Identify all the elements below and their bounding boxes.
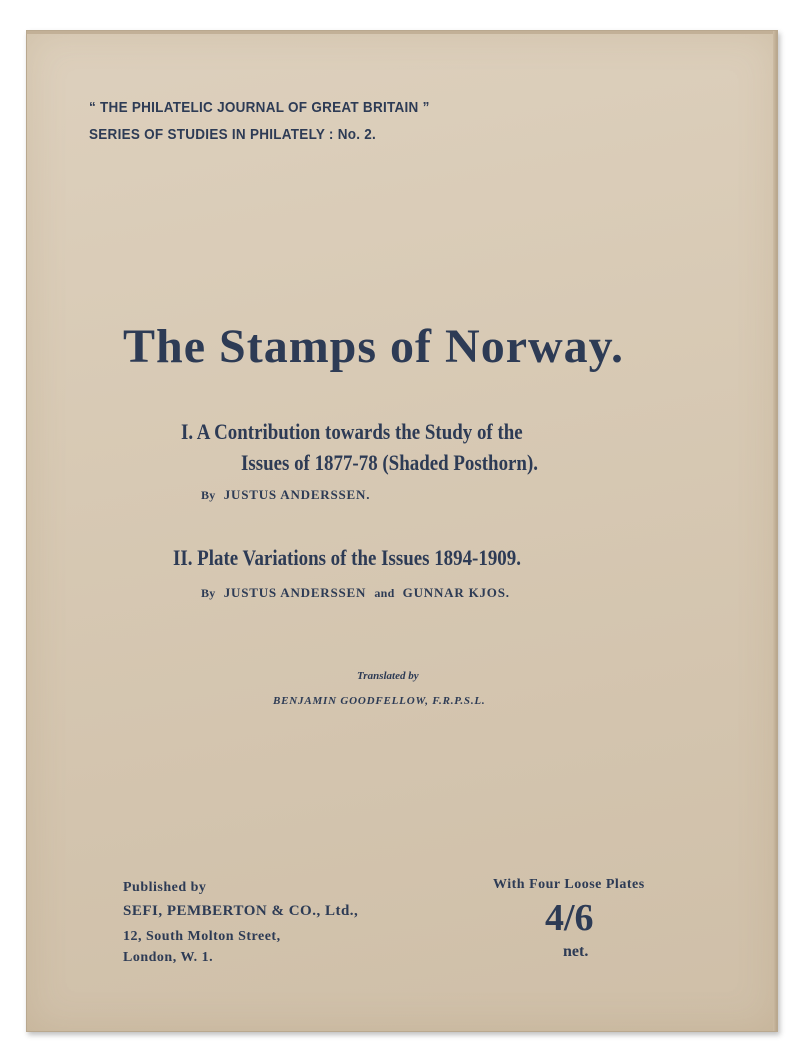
cover-top-edge xyxy=(27,31,777,34)
translator-name: BENJAMIN GOODFELLOW, F.R.P.S.L. xyxy=(273,695,486,707)
part-two-heading: II. Plate Variations of the Issues 1894-1909. xyxy=(173,545,521,570)
publisher-name: SEFI, PEMBERTON & CO., Ltd., xyxy=(123,903,359,919)
book-title: The Stamps of Norway. xyxy=(123,320,625,373)
part-one-byline xyxy=(201,487,370,503)
cover-right-edge xyxy=(773,31,777,1031)
publisher-city: London, W. 1. xyxy=(123,950,214,965)
journal-name: “ THE PHILATELIC JOURNAL OF GREAT BRITAIN ” xyxy=(89,99,430,116)
publisher-street: 12, South Molton Street, xyxy=(123,929,281,944)
part-one-heading-line1: I. A Contribution towards the Study of the xyxy=(181,419,523,444)
author-name: JUSTUS ANDERSSEN. xyxy=(223,487,371,502)
price-net-label: net. xyxy=(563,943,589,960)
book-cover xyxy=(26,30,778,1032)
byline-by: By xyxy=(201,586,216,600)
price: 4/6 xyxy=(545,897,594,939)
published-by-label: Published by xyxy=(123,880,207,895)
loose-plates-note: With Four Loose Plates xyxy=(493,877,645,892)
author-name: GUNNAR KJOS. xyxy=(402,585,510,600)
byline-by: By xyxy=(201,488,216,502)
byline-and: and xyxy=(374,586,395,600)
series-number: SERIES OF STUDIES IN PHILATELY : No. 2. xyxy=(89,126,377,143)
part-two-byline xyxy=(201,585,510,601)
part-one-heading-line2: Issues of 1877-78 (Shaded Posthorn). xyxy=(241,450,538,475)
translated-by-label: Translated by xyxy=(357,670,419,682)
author-name: JUSTUS ANDERSSEN xyxy=(223,585,367,600)
